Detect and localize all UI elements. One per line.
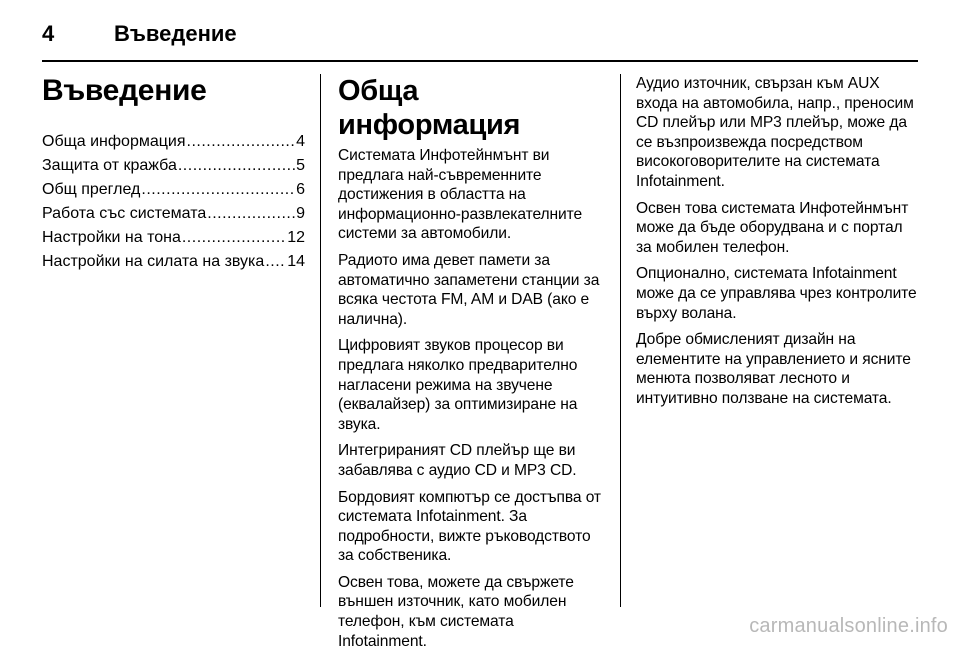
toc-entry-page: 6 <box>296 181 305 198</box>
body-paragraph: Опционално, системата Infotainment може да се управлява чрез контролите върху волана. <box>636 265 917 322</box>
toc-entry-page: 9 <box>296 205 305 222</box>
toc-entry-label: Работа със системата <box>42 205 207 222</box>
column-divider <box>320 74 321 607</box>
toc-entry-label: Общ преглед <box>42 181 141 198</box>
toc-leader-dots <box>207 202 295 226</box>
continued-text-column <box>636 74 922 416</box>
toc-leader-dots <box>182 226 286 250</box>
toc-entry[interactable] <box>42 178 305 202</box>
toc-entry-page: 14 <box>287 253 305 270</box>
toc-entry-label: Настройки на силата на звука <box>42 253 265 270</box>
toc-leader-dots <box>187 130 296 154</box>
page-number: 4 <box>42 21 55 46</box>
section-title: Въведение <box>42 74 207 107</box>
toc-entry-page: 5 <box>296 157 305 174</box>
body-paragraph: Радиото има девет памети за автоматично запаметени станции за всяка честота FM, AM и DAB (ако е налична). <box>338 251 600 328</box>
general-info-column <box>338 74 604 658</box>
table-of-contents <box>42 130 305 274</box>
section-title: Обща информация <box>338 75 521 141</box>
toc-entry-label: Обща информация <box>42 133 186 150</box>
column-divider <box>620 74 621 607</box>
toc-entry[interactable] <box>42 250 305 274</box>
body-paragraph: Бордовият компютър се достъпва от системата Infotainment. За подробности, вижте ръководството за собственика. <box>338 488 601 565</box>
toc-entry-page: 4 <box>296 133 305 150</box>
body-paragraph: Аудио източник, свързан към AUX входа на автомобила, напр., преносим CD плейър или MP3 плейър, може да се възпроизвежда посредством високоговорителите на системата Infotainment. <box>636 75 914 190</box>
toc-leader-dots <box>265 250 286 274</box>
toc-entry-label: Защита от кражба <box>42 157 177 174</box>
toc-column <box>42 74 305 274</box>
body-paragraph: Добре обмисленият дизайн на елементите на управлението и ясните менюта позволяват лесното и интуитивно ползване на системата. <box>636 331 911 407</box>
body-paragraph: Освен това, можете да свържете външен източник, като мобилен телефон, към системата Infotainment. <box>338 573 574 650</box>
toc-entry[interactable] <box>42 226 305 250</box>
body-paragraph: Интегрираният CD плейър ще ви забавлява с аудио CD и MP3 CD. <box>338 442 577 479</box>
page-header <box>42 14 237 54</box>
chapter-title: Въведение <box>114 21 237 46</box>
toc-entry-label: Настройки на тона <box>42 229 181 246</box>
header-rule <box>42 60 918 62</box>
toc-entry-page: 12 <box>287 229 305 246</box>
toc-entry[interactable] <box>42 154 305 178</box>
watermark: carmanualsonline.info <box>749 615 948 637</box>
toc-leader-dots <box>178 154 295 178</box>
toc-leader-dots <box>141 178 295 202</box>
body-paragraph: Освен това системата Инфотейнмънт може да бъде оборудвана и с портал за мобилен телефон. <box>636 199 909 256</box>
body-paragraph: Цифровият звуков процесор ви предлага няколко предварително нагласени режима на звучене (еквалайзер) за оптимизиране на звука. <box>338 337 578 433</box>
body-paragraph: Системата Инфотейнмънт ви предлага най-съвременните достижения в областта на информационно-развлекателните системи за автомобили. <box>338 147 583 243</box>
toc-entry[interactable] <box>42 202 305 226</box>
toc-entry[interactable] <box>42 130 305 154</box>
